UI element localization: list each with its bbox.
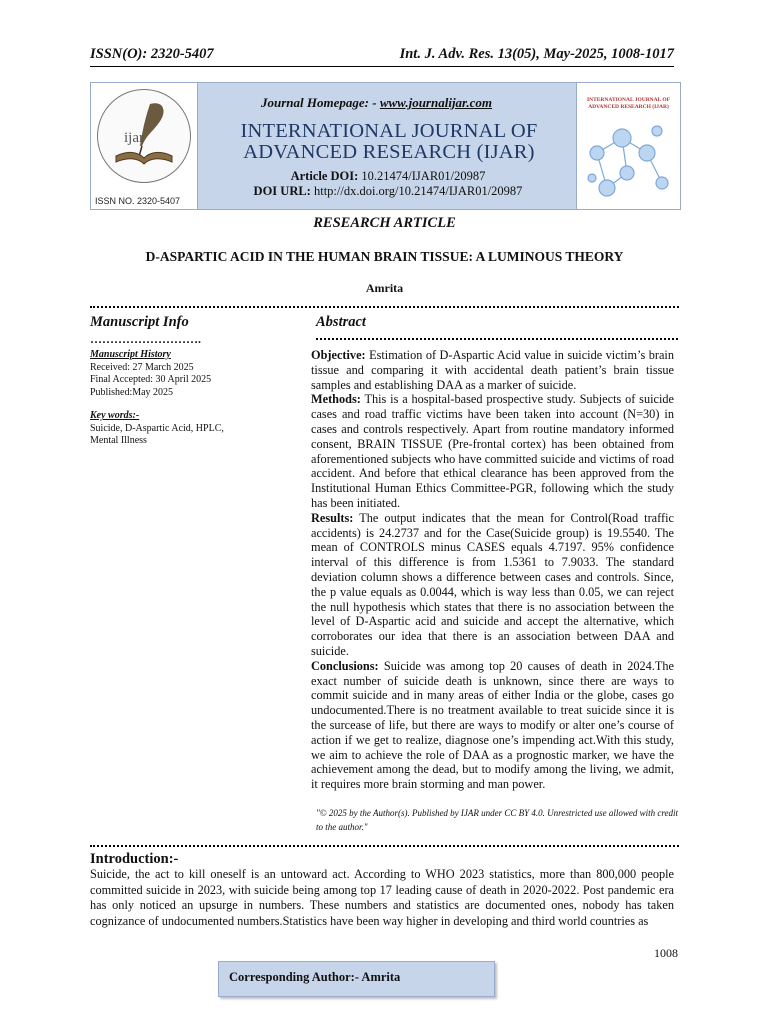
logo-issn: ISSN NO. 2320-5407	[95, 196, 181, 206]
published-date: Published:May 2025	[90, 386, 174, 398]
homepage-label: Journal Homepage: -	[261, 95, 380, 110]
objective-label: Objective:	[311, 348, 366, 362]
doi-url-label: DOI URL:	[253, 183, 311, 198]
journal-cover-image	[576, 83, 680, 209]
abstract-methods	[311, 392, 674, 510]
page-number: 1008	[654, 946, 678, 960]
cover-title: INTERNATIONAL JOURNAL OF ADVANCED RESEARCH (IJAR)	[586, 97, 671, 110]
received-date: Received: 27 March 2025	[90, 361, 194, 373]
abstract-conclusions	[311, 659, 674, 792]
conclusions-text: Suicide was among top 20 causes of death in 2024.The exact number of suicide death is unknown, since there are ways to commit suicide and in many areas of either India or the globe, cases go undocumented.There is no treatment available to treat suicide since it is the surcease of life, but there are ways to modify or alter one’s course of action if we get to realize, diagnose one’s impending act.With this study, we aim to achieve the role of DAA as a prognostic marker, we have the achievement among the dead, but to modify among the living, we admit, it requires more brain storming and man power.	[311, 658, 674, 792]
abstract-objective	[311, 348, 674, 392]
manuscript-info	[90, 349, 260, 448]
author-name: Amrita	[365, 281, 404, 295]
abstract-results	[311, 511, 674, 659]
accepted-date: Final Accepted: 30 April 2025	[90, 374, 212, 385]
logo-emblem	[97, 89, 191, 183]
molecule-icon	[577, 83, 680, 209]
divider-bottom	[90, 837, 679, 847]
issn-text: ISSN(O): 2320-5407	[90, 46, 214, 62]
results-label: Results:	[311, 510, 354, 525]
doi-url-link[interactable]: http://dx.doi.org/10.21474/IJAR01/20987	[313, 183, 523, 198]
homepage-link[interactable]: www.journalijar.com	[379, 95, 493, 110]
manuscript-dots: ……………………….	[90, 332, 201, 346]
article-type: RESEARCH ARTICLE	[313, 215, 456, 231]
methods-text: This is a hospital-based prospective study. Subjects of suicide cases and road traffic victims have been taken into account (N=30) in cases and controls respectively. Apart from routine mandatory informed consent, BRAIN TISSUE (Pre-frontal cortex) has been obtained from aforementioned subjects who have committed suicide and victims of road accident. And before that ethical clearance has been approved from the Institutional Human Ethics Committee-PGR, following which the study has been initiated.	[311, 392, 674, 510]
journal-title-line2: ADVANCED RESEARCH (IJAR)	[243, 141, 535, 163]
keywords-text: Suicide, D-Aspartic Acid, HPLC, Mental Illness	[90, 422, 224, 446]
manuscript-info-heading: Manuscript Info	[90, 314, 189, 330]
logo-text: ijar	[124, 130, 144, 146]
results-text: The output indicates that the mean for Control(Road traffic accidents) is 24.2737 and for the Case(Suicide group) is 19.5540. The mean of CONTROLS minus CASES equals 4.7197. 95% confidence interval of this difference is from 1.5361 to 7.9033. The standard deviation column shows a difference between cases and controls. Since, the p value equals as 0.0044, which is way less than 0.05, we can reject the null hypothesis which states that there is no association between the level of D-Aspartic acid and suicide and accept the alternative, which corroborates our idea that there is an association between DAA and suicide.	[311, 510, 674, 658]
introduction-text: Suicide, the act to kill oneself is an untoward act. According to WHO 2023 statistics, more than 800,000 people committed suicide in 2023, with suicide being among top 17 leading cause of death in 2020-2022. Post pandemic era has only noticed an upsurge in numbers. These numbers and statistics are documented ones, nobody has taken cognizance of undocumented numbers.Statistics have been way higher in developing and third world countries as	[90, 867, 674, 928]
introduction-heading: Introduction:-	[90, 851, 179, 867]
history-heading: Manuscript History	[90, 349, 171, 360]
journal-logo	[91, 83, 198, 209]
abstract-heading: Abstract	[316, 314, 366, 330]
objective-text: Estimation of D-Aspartic Acid value in suicide victim’s brain tissue and comparing it with accidental death patient’s brain tissue samples and establishing DAA as a marker of suicide.	[311, 348, 674, 392]
running-header	[90, 46, 674, 67]
corresponding-author: Corresponding Author:- Amrita	[229, 970, 401, 984]
article-doi: 10.21474/IJAR01/20987	[361, 169, 486, 183]
license-note: "© 2025 by the Author(s). Published by IJAR under CC BY 4.0. Unrestricted use allowed with credit to the author."	[316, 808, 678, 832]
abstract-divider	[316, 330, 678, 340]
divider-top	[90, 298, 679, 308]
journal-title-line1: INTERNATIONAL JOURNAL OF	[240, 120, 538, 142]
conclusions-label: Conclusions:	[311, 658, 379, 673]
article-doi-label: Article DOI:	[290, 169, 359, 183]
doi-block	[199, 169, 577, 198]
article-title: D-ASPARTIC ACID IN THE HUMAN BRAIN TISSUE: A LUMINOUS THEORY	[145, 249, 624, 264]
citation-text: Int. J. Adv. Res. 13(05), May-2025, 1008-1017	[399, 46, 674, 62]
journal-homepage	[261, 95, 492, 111]
journal-title	[219, 121, 559, 163]
keywords-heading: Key words:-	[90, 410, 140, 421]
journal-banner	[90, 82, 681, 210]
quill-book-icon	[98, 90, 190, 182]
corresponding-author-box	[218, 961, 495, 997]
abstract-body	[311, 348, 674, 792]
methods-label: Methods:	[311, 392, 361, 407]
